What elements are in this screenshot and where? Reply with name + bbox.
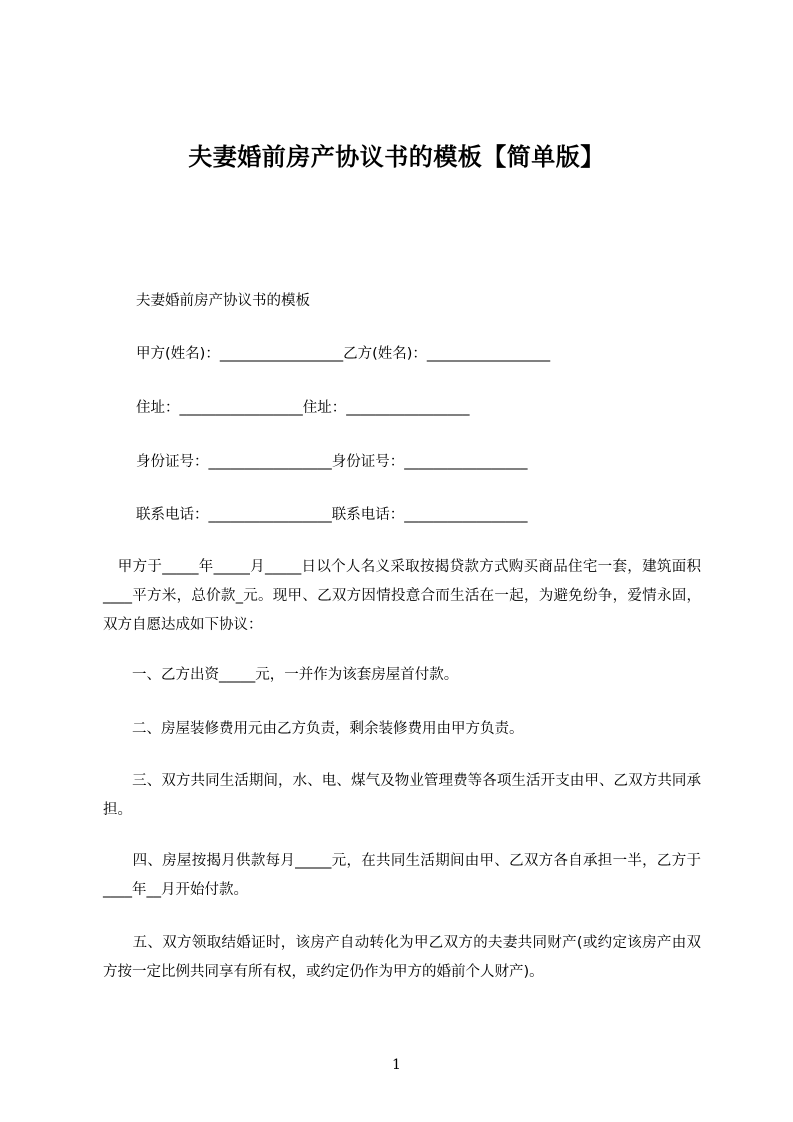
phones-line: 联系电话：_________________联系电话：_________________ [136, 507, 528, 523]
party-names-line: 甲方(姓名)：_________________乙方(姓名)：_________________ [136, 346, 551, 362]
page-number: 1 [392, 1057, 401, 1073]
id-numbers-line: 身份证号：_________________身份证号：_________________ [136, 454, 528, 470]
clause-4: 四、房屋按揭月供款每月_____元，在共同生活期间由甲、乙双方各自承担一半，乙方于____年__月开始付款。 [103, 853, 701, 898]
intro-paragraph: 甲方于_____年_____月_____日以个人名义采取按揭贷款方式购买商品住宅一套，建筑面积____平方米，总价款_元。现甲、乙双方因情投意合而生活在一起，为避免纷争，爱情永固，双方自愿达成如下协议： [103, 559, 701, 633]
subtitle: 夫妻婚前房产协议书的模板 [136, 293, 310, 309]
clause-3: 三、双方共同生活期间，水、电、煤气及物业管理费等各项生活开支由甲、乙双方共同承担。 [103, 773, 701, 818]
clause-5: 五、双方领取结婚证时，该房产自动转化为甲乙双方的夫妻共同财产(或约定该房产由双方按一定比例共同享有所有权，或约定仍作为甲方的婚前个人财产)。 [103, 935, 701, 980]
clause-2: 二、房屋装修费用元由乙方负责，剩余装修费用由甲方负责。 [103, 721, 524, 737]
clause-1: 一、乙方出资_____元，一并作为该套房屋首付款。 [103, 667, 459, 683]
document-title: 夫妻婚前房产协议书的模板【简单版】 [188, 143, 605, 171]
addresses-line: 住址：_________________住址：_________________ [136, 400, 470, 416]
